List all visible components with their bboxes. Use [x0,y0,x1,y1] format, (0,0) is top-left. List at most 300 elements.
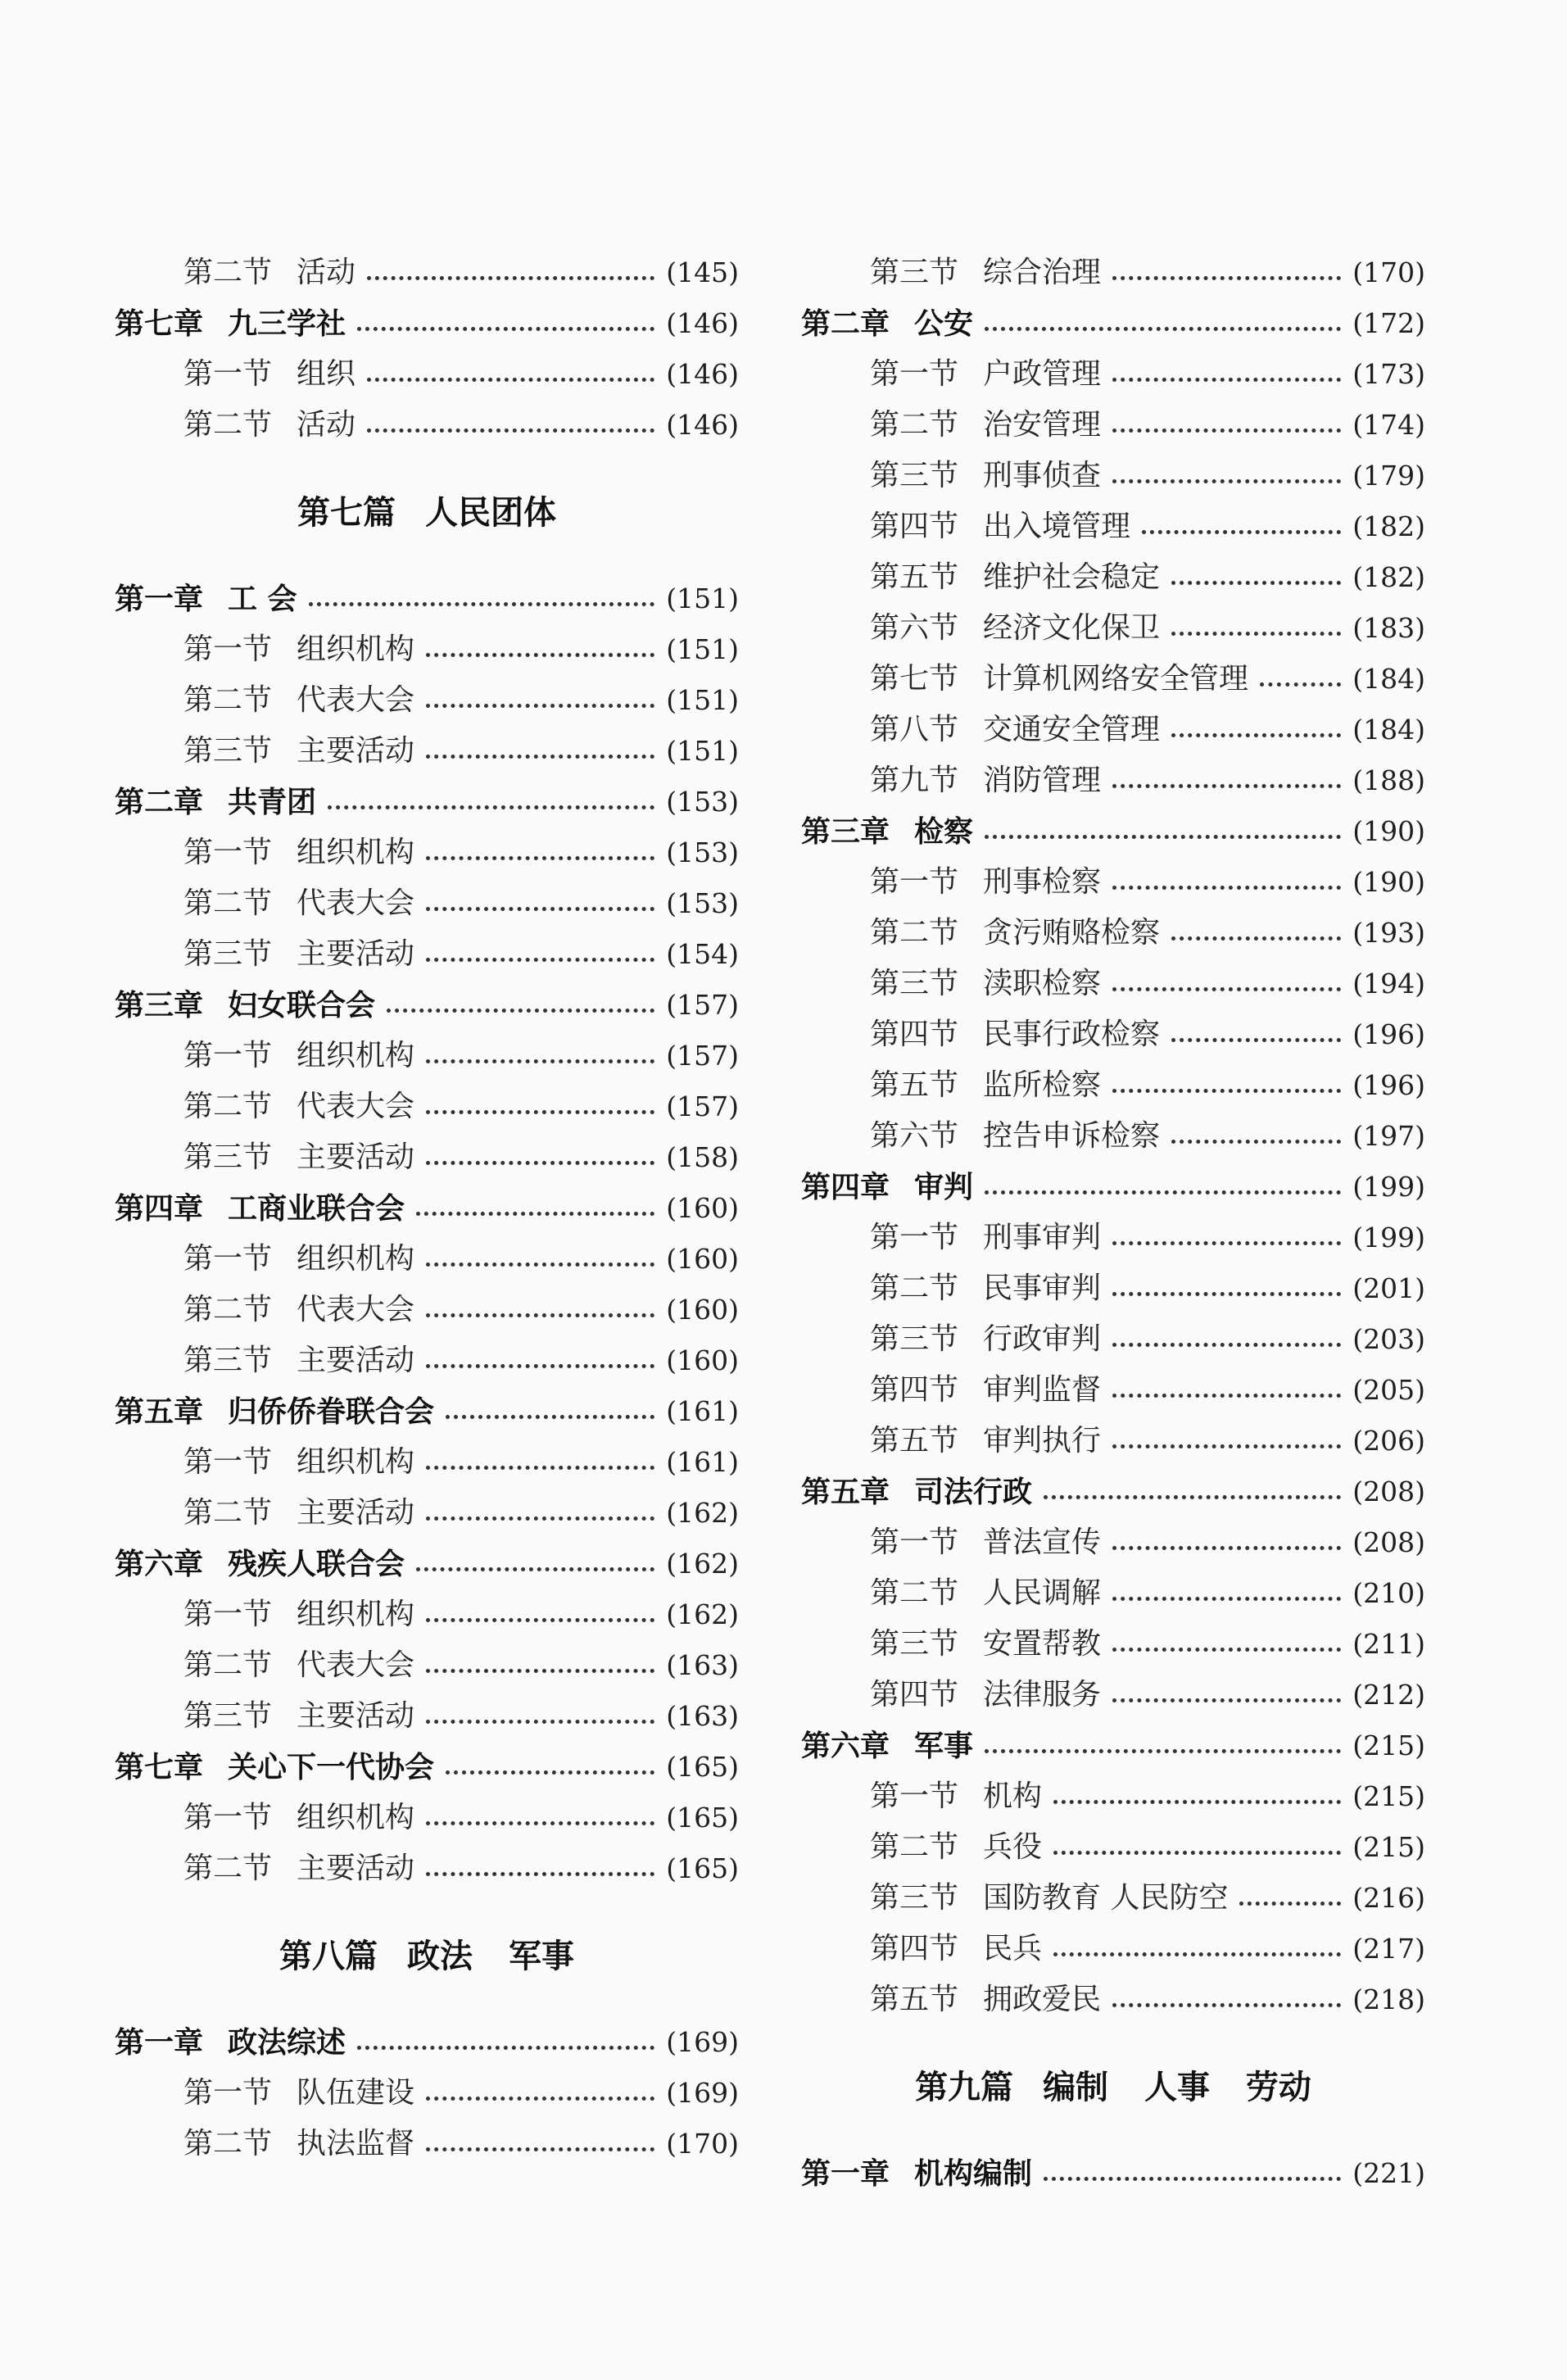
page-number: (183) [1352,612,1425,644]
page-number: (162) [666,1548,739,1580]
page-number: (157) [666,989,739,1021]
section-title: 审判监督 [983,1373,1102,1407]
toc-section-entry[interactable] [115,1589,739,1640]
chapter-title: 妇女联合会 [228,988,376,1022]
dot-leader [426,755,654,759]
page-number: (184) [1352,714,1425,746]
section-number: 第一节 [870,1779,959,1813]
toc-section-entry[interactable] [801,1619,1425,1670]
chapter-number: 第七章 [115,306,204,341]
entry-label [115,298,346,349]
section-title: 机构 [983,1779,1043,1813]
entry-label [183,349,356,400]
entry-label [183,1437,414,1488]
toc-section-entry[interactable] [801,1009,1425,1060]
section-number: 第二节 [183,408,273,442]
dot-leader [1112,479,1341,483]
toc-section-entry[interactable] [801,1111,1425,1162]
toc-chapter-entry[interactable] [801,806,1425,857]
section-title: 刑事侦查 [983,459,1102,492]
section-number: 第六节 [870,1119,959,1153]
toc-section-entry[interactable] [801,247,1425,298]
toc-chapter-entry[interactable] [115,2017,739,2068]
entry-label [183,1234,414,1285]
toc-section-entry[interactable] [801,1416,1425,1467]
dot-leader [1112,1343,1341,1347]
chapter-number: 第四章 [115,1191,204,1226]
page-number: (153) [666,836,739,868]
section-number: 第一节 [183,836,273,869]
dot-leader [426,1110,654,1114]
toc-chapter-entry[interactable] [801,2148,1425,2199]
section-title: 代表大会 [297,886,415,920]
toc-section-entry[interactable] [115,1437,739,1488]
dot-leader [985,327,1341,331]
chapter-number: 第五章 [801,1475,890,1509]
chapter-number: 第六章 [801,1729,890,1763]
section-title: 法律服务 [983,1678,1102,1711]
chapter-number: 第二章 [801,306,890,341]
section-title: 兵役 [983,1830,1043,1864]
page-number: (160) [666,1192,739,1224]
entry-label [115,1742,434,1793]
section-title: 控告申诉检察 [983,1119,1161,1153]
page-number: (162) [666,1497,739,1529]
chapter-number: 第五章 [115,1394,204,1429]
page-number: (146) [666,307,739,339]
toc-section-entry[interactable] [801,1263,1425,1314]
chapter-title: 军事 [914,1729,974,1763]
page-number: (208) [1352,1476,1425,1507]
dot-leader [426,907,654,911]
section-number: 第二节 [183,1648,273,1682]
entry-label [870,1974,1101,2025]
dot-leader [1053,1851,1341,1855]
page-number: (188) [1352,764,1425,796]
toc-chapter-entry[interactable] [115,573,739,624]
toc-section-entry[interactable] [801,755,1425,806]
section-number: 第三节 [870,1322,959,1356]
dot-leader [1239,1902,1341,1906]
dot-leader [426,2097,654,2101]
section-title: 主要活动 [297,1496,415,1530]
toc-section-entry[interactable] [801,1568,1425,1619]
entry-label [870,1619,1101,1670]
dot-leader [985,835,1341,839]
section-number: 第一节 [183,2076,273,2110]
toc-chapter-entry[interactable] [115,298,739,349]
entry-label [870,1568,1101,1619]
entry-label [801,1467,1032,1517]
section-number: 第一节 [183,1801,273,1834]
section-number: 第一节 [870,1525,959,1559]
dot-leader [426,653,654,657]
toc-right-column [801,247,1425,2199]
toc-section-entry[interactable] [115,1793,739,1843]
page-number: (201) [1352,1272,1425,1304]
section-number: 第四节 [870,510,959,543]
section-title: 消防管理 [983,764,1102,797]
page-number: (160) [666,1294,739,1326]
entry-label [870,247,1101,298]
section-number: 第四节 [870,1678,959,1711]
page-number: (210) [1352,1577,1425,1609]
section-title: 户政管理 [983,357,1102,391]
toc-left-column [115,247,739,2169]
page-number: (165) [666,1802,739,1834]
section-number: 第三节 [183,937,273,971]
toc-section-entry[interactable] [115,2119,739,2169]
dot-leader [1112,378,1341,382]
entry-label [870,1771,1042,1822]
page-number: (196) [1352,1069,1425,1101]
section-title: 主要活动 [297,1852,415,1885]
toc-section-entry[interactable] [115,1335,739,1386]
dot-leader [309,602,655,606]
toc-section-entry[interactable] [801,1213,1425,1263]
section-title: 组织机构 [297,1039,415,1072]
section-number: 第三节 [183,1140,273,1174]
page-number: (206) [1352,1425,1425,1457]
page-number: (151) [666,735,739,767]
toc-section-entry[interactable] [115,247,739,298]
chapter-number: 第七章 [115,1750,204,1784]
dot-leader [1112,1444,1341,1448]
part-title-text: 人民团体 [425,493,556,532]
page-number: (174) [1352,409,1425,441]
toc-section-entry[interactable] [115,827,739,878]
section-title: 执法监督 [297,2127,415,2160]
toc-chapter-entry[interactable] [115,777,739,827]
dot-leader [1044,2177,1341,2181]
section-number: 第二节 [870,408,959,442]
section-number: 第三节 [183,1699,273,1733]
dot-leader [1171,733,1341,737]
entry-label [870,1365,1101,1416]
toc-section-entry[interactable] [801,959,1425,1009]
page-number: (161) [666,1446,739,1478]
toc-section-entry[interactable] [115,1488,739,1539]
page-number: (211) [1352,1628,1425,1660]
dot-leader [426,958,654,962]
section-number: 第三节 [183,1344,273,1377]
section-title: 出入境管理 [983,510,1131,543]
page-number: (153) [666,887,739,919]
dot-leader [1112,1698,1341,1702]
section-number: 第六节 [870,611,959,645]
section-title: 组织机构 [297,1598,415,1631]
toc-section-entry[interactable] [801,1822,1425,1873]
toc-section-entry[interactable] [801,1771,1425,1822]
toc-section-entry[interactable] [801,400,1425,451]
toc-section-entry[interactable] [115,1843,739,1894]
toc-section-entry[interactable] [801,1060,1425,1111]
chapter-title: 工商业联合会 [228,1191,405,1226]
entry-label [183,2068,414,2119]
toc-section-entry[interactable] [115,1132,739,1183]
dot-leader [1171,1140,1341,1144]
entry-label [183,1488,414,1539]
entry-label [801,1162,973,1213]
toc-section-entry[interactable] [115,624,739,675]
toc-chapter-entry[interactable] [115,1742,739,1793]
dot-leader [426,1059,654,1063]
toc-section-entry[interactable] [801,1974,1425,2025]
dot-leader [426,1618,654,1622]
chapter-number: 第一章 [115,2025,204,2060]
chapter-title: 机构编制 [914,2156,1033,2191]
page-number: (203) [1352,1323,1425,1355]
section-title: 主要活动 [297,1140,415,1174]
section-title: 代表大会 [297,1090,415,1123]
dot-leader [1112,1241,1341,1245]
entry-label [870,1924,1042,1974]
chapter-number: 第二章 [115,785,204,819]
dot-leader [1053,1800,1341,1804]
dot-leader [1142,530,1341,534]
toc-section-entry[interactable] [115,2068,739,2119]
entry-label [183,1335,414,1386]
page-number: (154) [666,938,739,970]
toc-section-entry[interactable] [115,400,739,451]
entry-label [183,1793,414,1843]
page-number: (218) [1352,1983,1425,2015]
section-number: 第一节 [183,1039,273,1072]
part-title-text: 政法 军事 [407,1937,574,1975]
page-number: (157) [666,1040,739,1072]
toc-section-entry[interactable] [801,1365,1425,1416]
toc-section-entry[interactable] [115,1691,739,1742]
toc-section-entry[interactable] [115,1081,739,1132]
section-number: 第二节 [183,256,273,289]
entry-label [115,1539,405,1589]
page-number: (221) [1352,2157,1425,2189]
dot-leader [416,1212,654,1216]
dot-leader [426,1161,654,1165]
section-title: 审判执行 [983,1424,1102,1457]
toc-section-entry[interactable] [115,1285,739,1335]
dot-leader [1260,682,1341,687]
entry-label [870,1873,1228,1924]
entry-label [870,1314,1101,1365]
dot-leader [1112,1597,1341,1601]
chapter-title: 工 会 [228,582,297,616]
toc-section-entry[interactable] [115,1640,739,1691]
dot-leader [367,428,654,433]
section-number: 第四节 [870,1018,959,1051]
section-title: 组织机构 [297,836,415,869]
chapter-title: 审判 [914,1170,974,1204]
part-title-text: 编制 人事 劳动 [1043,2068,1311,2106]
toc-chapter-entry[interactable] [115,1386,739,1437]
section-title: 贪污贿赂检察 [983,916,1161,950]
toc-section-entry[interactable] [801,1873,1425,1924]
page-number: (182) [1352,561,1425,593]
section-number: 第三节 [870,1627,959,1661]
dot-leader [426,1872,654,1876]
toc-section-entry[interactable] [801,1670,1425,1720]
section-title: 活动 [297,256,356,289]
toc-section-entry[interactable] [115,675,739,726]
page-number: (153) [666,786,739,818]
toc-section-entry[interactable] [801,451,1425,501]
dot-leader [1171,632,1341,636]
page-number: (163) [666,1649,739,1681]
page-number: (151) [666,633,739,665]
entry-label [183,1132,414,1183]
dot-leader [426,704,654,708]
part-number: 第九篇 [915,2068,1014,2106]
toc-section-entry[interactable] [801,552,1425,603]
page-number: (205) [1352,1374,1425,1406]
entry-label [115,1183,405,1234]
dot-leader [367,378,654,382]
section-number: 第二节 [183,1852,273,1885]
section-number: 第三节 [870,459,959,492]
page-number: (146) [666,358,739,390]
entry-label [870,1263,1101,1314]
entry-label [870,1416,1101,1467]
page-number: (190) [1352,866,1425,898]
dot-leader [426,1720,654,1724]
entry-label [870,400,1101,451]
dot-leader [426,1669,654,1673]
dot-leader [1112,886,1341,890]
page-number: (208) [1352,1526,1425,1558]
dot-leader [1112,1648,1341,1652]
toc-section-entry[interactable] [801,349,1425,400]
section-number: 第一节 [183,632,273,666]
chapter-number: 第一章 [801,2156,890,2191]
entry-label [183,624,414,675]
section-title: 组织机构 [297,1801,415,1834]
dot-leader [1112,784,1341,788]
dot-leader [1171,1038,1341,1042]
entry-label [870,501,1130,552]
dot-leader [985,1190,1341,1195]
part-heading [801,2063,1425,2112]
toc-section-entry[interactable] [801,501,1425,552]
toc-section-entry[interactable] [115,726,739,777]
toc-section-entry[interactable] [801,654,1425,705]
section-number: 第一节 [183,1445,273,1479]
section-title: 国防教育 人民防空 [983,1881,1229,1915]
entry-label [183,827,414,878]
entry-label [801,2148,1032,2199]
section-title: 民事行政检察 [983,1018,1161,1051]
part-heading [115,488,739,537]
toc-section-entry[interactable] [801,705,1425,755]
toc-section-entry[interactable] [801,857,1425,908]
section-number: 第九节 [870,764,959,797]
toc-chapter-entry[interactable] [115,1539,739,1589]
toc-chapter-entry[interactable] [801,298,1425,349]
section-number: 第四节 [870,1373,959,1407]
toc-section-entry[interactable] [801,1924,1425,1974]
toc-section-entry[interactable] [115,349,739,400]
dot-leader [1112,276,1341,280]
section-number: 第八节 [870,713,959,746]
page-number: (161) [666,1395,739,1427]
page-number: (163) [666,1700,739,1732]
section-title: 监所检察 [983,1068,1102,1102]
dot-leader [426,2147,654,2151]
page-number: (170) [666,2128,739,2160]
section-number: 第二节 [183,886,273,920]
dot-leader [1112,1546,1341,1550]
section-number: 第三节 [870,967,959,1000]
entry-label [870,349,1101,400]
toc-section-entry[interactable] [801,1314,1425,1365]
toc-chapter-entry[interactable] [801,1162,1425,1213]
page-number: (158) [666,1141,739,1173]
toc-chapter-entry[interactable] [801,1720,1425,1771]
page-number: (199) [1352,1171,1425,1203]
section-title: 普法宣传 [983,1525,1102,1559]
page-number: (199) [1352,1222,1425,1253]
section-number: 第二节 [870,1272,959,1305]
entry-label [183,675,414,726]
section-title: 主要活动 [297,1344,415,1377]
entry-label [115,1386,434,1437]
section-number: 第五节 [870,1068,959,1102]
toc-section-entry[interactable] [115,878,739,929]
entry-label [183,1843,414,1894]
toc-chapter-entry[interactable] [801,1467,1425,1517]
toc-section-entry[interactable] [801,908,1425,959]
toc-section-entry[interactable] [115,929,739,980]
page-number: (217) [1352,1933,1425,1965]
chapter-title: 关心下一代协会 [228,1750,435,1784]
part-heading [115,1932,739,1981]
section-number: 第四节 [870,1932,959,1965]
page-number: (169) [666,2026,739,2058]
toc-section-entry[interactable] [801,603,1425,654]
page-number: (215) [1352,1780,1425,1812]
section-number: 第七节 [870,662,959,696]
dot-leader [446,1770,654,1775]
section-title: 主要活动 [297,937,415,971]
dot-leader [985,1749,1341,1753]
section-number: 第五节 [870,1983,959,2016]
entry-label [870,755,1101,806]
toc-section-entry[interactable] [801,1517,1425,1568]
entry-label [870,1111,1160,1162]
section-number: 第一节 [870,357,959,391]
dot-leader [1112,1394,1341,1398]
toc-section-entry[interactable] [115,1234,739,1285]
part-number: 第八篇 [279,1937,378,1975]
page-number: (173) [1352,358,1425,390]
entry-label [870,1822,1042,1873]
toc-section-entry[interactable] [115,1031,739,1081]
entry-label [801,806,973,857]
dot-leader [1112,2003,1341,2007]
section-title: 刑事检察 [983,865,1102,899]
toc-chapter-entry[interactable] [115,1183,739,1234]
entry-label [870,552,1160,603]
chapter-title: 残疾人联合会 [228,1547,405,1581]
page-number: (196) [1352,1018,1425,1050]
page-number: (216) [1352,1882,1425,1914]
chapter-number: 第三章 [801,814,890,849]
section-title: 代表大会 [297,683,415,717]
page-number: (165) [666,1751,739,1783]
entry-label [183,400,356,451]
chapter-title: 共青团 [228,785,317,819]
section-title: 渎职检察 [983,967,1102,1000]
toc-chapter-entry[interactable] [115,980,739,1031]
